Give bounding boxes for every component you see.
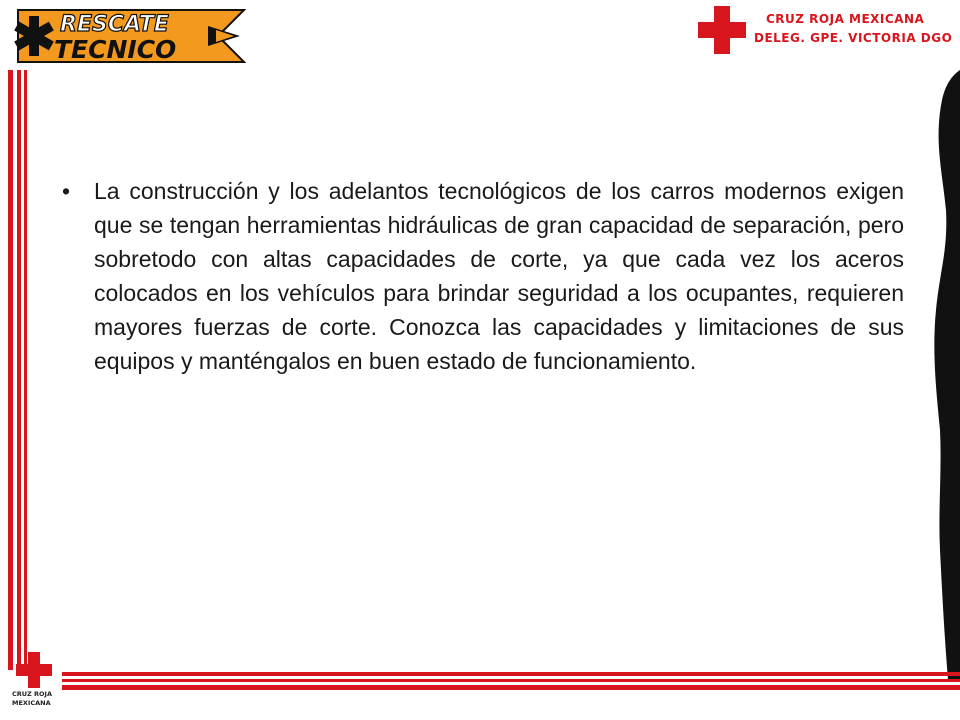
bullet-item — [62, 174, 904, 378]
cruz-roja-footer-logo — [8, 650, 60, 716]
left-red-border — [8, 70, 30, 670]
right-decorative-silhouette — [930, 70, 960, 680]
silhouette-shape — [930, 70, 960, 680]
bullet-dot-icon: • — [62, 178, 71, 204]
bullet-list — [62, 174, 904, 378]
footer-org-line2: MEXICANA — [12, 699, 51, 707]
red-cross-icon — [16, 652, 52, 688]
slide-content — [62, 174, 904, 378]
bullet-text: La construcción y los adelantos tecnológicos de los carros modernos exigen que se tengan herramientas hidráulicas de gran capacidad de separación, pero sobretodo con altas capacidades de corte, ya que cada vez los aceros colocados en los vehículos para brindar seguridad a los ocupantes, requieren mayores fuerzas de corte. Conozca las capacidades y limitaciones de sus equipos y manténgalos en buen estado de funcionamiento. — [94, 178, 904, 374]
rescate-tecnico-logo-graphic — [8, 6, 252, 66]
logo-line2: TECNICO — [54, 35, 177, 64]
red-cross-icon — [698, 6, 746, 54]
logo-line1: RESCATE — [60, 12, 169, 37]
header-org-line2: DELEG. GPE. VICTORIA DGO — [754, 31, 953, 45]
footer-org-line1: CRUZ ROJA — [12, 690, 53, 698]
header-org-line1: CRUZ ROJA MEXICANA — [766, 12, 925, 26]
bottom-red-border — [62, 672, 960, 692]
cruz-roja-header — [696, 4, 956, 54]
rescate-tecnico-logo — [8, 6, 252, 66]
